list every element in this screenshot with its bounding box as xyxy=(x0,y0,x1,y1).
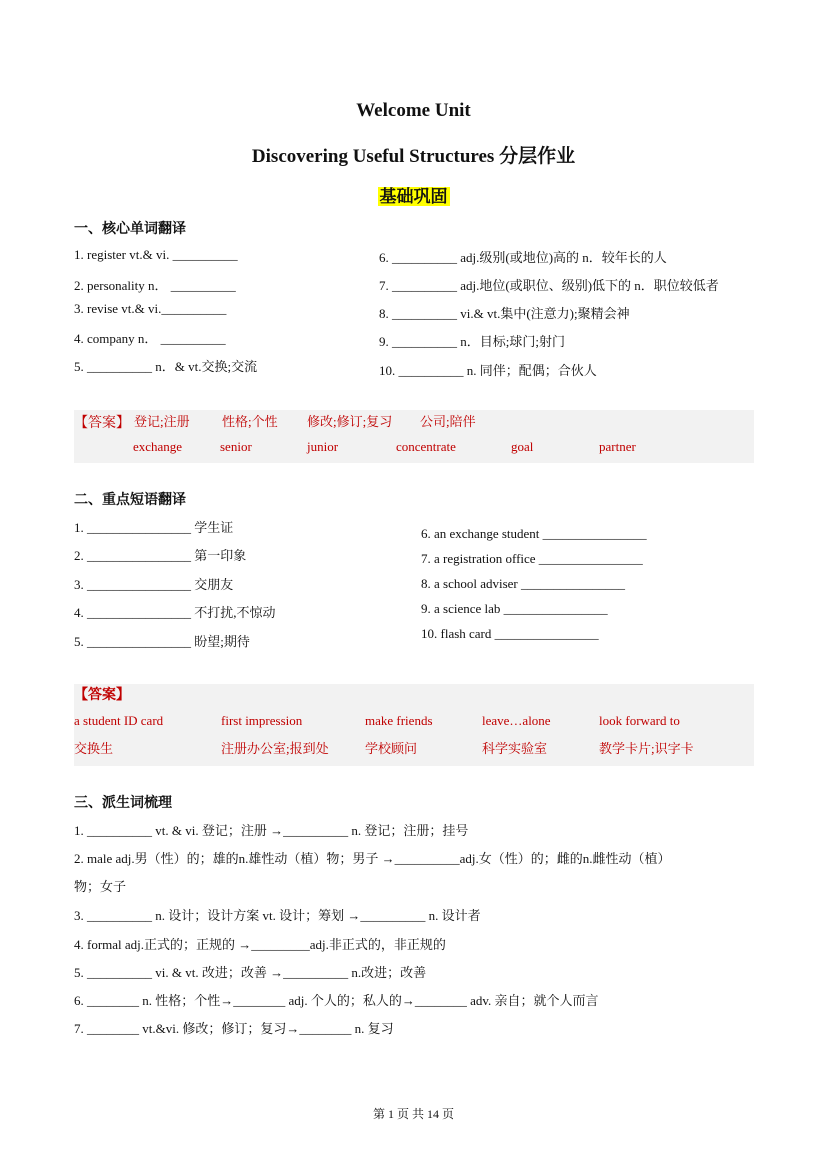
subtitle: Discovering Useful Structures 分层作业 xyxy=(251,146,576,167)
vocab-item: 7. __________ adj.地位(或职位、级别)低下的 n．职位较低者 xyxy=(379,278,719,293)
answer-text: 登记;注册 xyxy=(134,414,190,429)
answer-text: look forward to xyxy=(599,713,680,728)
phrase-item: 10. flash card ________________ xyxy=(421,626,599,641)
phrase-item: 4. ________________ 不打扰,不惊动 xyxy=(74,605,276,620)
answer-box-1 xyxy=(74,410,754,463)
derivation-line: 物；女子 xyxy=(74,879,127,894)
answer-label: 【答案】 xyxy=(74,688,130,703)
vocab-item: 2. personality n． __________ xyxy=(74,278,236,293)
vocab-item: 1. register vt.& vi. __________ xyxy=(74,247,238,262)
answer-text: partner xyxy=(599,439,636,454)
phrase-item: 1. ________________ 学生证 xyxy=(74,520,234,535)
answer-text: exchange xyxy=(133,439,183,454)
answer-text: first impression xyxy=(221,713,303,728)
derivation-line: 4. formal adj.正式的；正规的 →_________adj.非正式的，非正规的 xyxy=(74,937,446,952)
phrase-item: 6. an exchange student ________________ xyxy=(421,526,647,541)
derivation-line: 2. male adj.男（性）的；雄的n.雄性动（植）物；男子 →__________adj.女（性）的；雌的n.雌性动（植） xyxy=(74,851,671,866)
derivation-line: 1. __________ vt. & vi. 登记；注册 →__________ n. 登记；注册；挂号 xyxy=(74,823,469,838)
section2-heading: 二、重点短语翻译 xyxy=(74,492,186,508)
page-footer: 第 1 页 共 14 页 xyxy=(372,1107,454,1121)
answer-text: 注册办公室;报到处 xyxy=(221,741,329,756)
answer-text: leave…alone xyxy=(482,713,551,728)
answer-text: 性格;个性 xyxy=(222,414,278,429)
vocab-item: 9. __________ n．目标;球门;射门 xyxy=(379,334,565,349)
phrase-item: 5. ________________ 盼望;期待 xyxy=(74,634,250,649)
section3-heading: 三、派生词梳理 xyxy=(74,795,172,811)
answer-label: 【答案】 xyxy=(74,416,130,431)
derivation-line: 3. __________ n. 设计；设计方案 vt. 设计；筹划 →__________ n. 设计者 xyxy=(74,908,481,923)
vocab-item: 8. __________ vi.& vt.集中(注意力);聚精会神 xyxy=(379,306,630,321)
vocab-item: 5. __________ n．& vt.交换;交流 xyxy=(74,359,258,374)
derivation-line: 5. __________ vi. & vt. 改进；改善 →__________ n.改进；改善 xyxy=(74,965,427,980)
answer-text: 公司;陪伴 xyxy=(420,414,476,429)
vocab-item: 3. revise vt.& vi.__________ xyxy=(74,301,227,316)
answer-text: make friends xyxy=(365,713,433,728)
phrase-item: 3. ________________ 交朋友 xyxy=(74,577,234,592)
phrase-item: 7. a registration office ________________ xyxy=(421,551,643,566)
phrase-item: 2. ________________ 第一印象 xyxy=(74,548,247,563)
answer-text: 学校顾问 xyxy=(365,741,418,756)
answer-text: junior xyxy=(307,439,339,454)
answer-text: 交换生 xyxy=(74,741,114,756)
title: Welcome Unit xyxy=(356,100,471,121)
phrase-item: 9. a science lab ________________ xyxy=(421,601,608,616)
answer-box-2 xyxy=(74,684,754,766)
vocab-item: 4. company n． __________ xyxy=(74,331,226,346)
derivation-line: 6. ________ n. 性格；个性→________ adj. 个人的；私人的→________ adv. 亲自；就个人而言 xyxy=(74,993,599,1008)
answer-text: senior xyxy=(220,439,252,454)
level-label: 基础巩固 xyxy=(379,187,448,206)
section1-heading: 一、核心单词翻译 xyxy=(74,221,186,237)
answer-text: 教学卡片;识字卡 xyxy=(599,741,694,756)
answer-text: 科学实验室 xyxy=(482,741,548,756)
answer-text: a student ID card xyxy=(74,713,164,728)
answer-text: goal xyxy=(511,439,534,454)
derivation-line: 7. ________ vt.&vi. 修改；修订；复习→________ n. 复习 xyxy=(74,1021,394,1036)
vocab-item: 6. __________ adj.级别(或地位)高的 n．较年长的人 xyxy=(379,250,667,265)
phrase-item: 8. a school adviser ________________ xyxy=(421,576,626,591)
answer-text: concentrate xyxy=(396,439,456,454)
vocab-item: 10. __________ n. 同伴；配偶；合伙人 xyxy=(379,363,597,378)
answer-text: 修改;修订;复习 xyxy=(307,414,393,429)
